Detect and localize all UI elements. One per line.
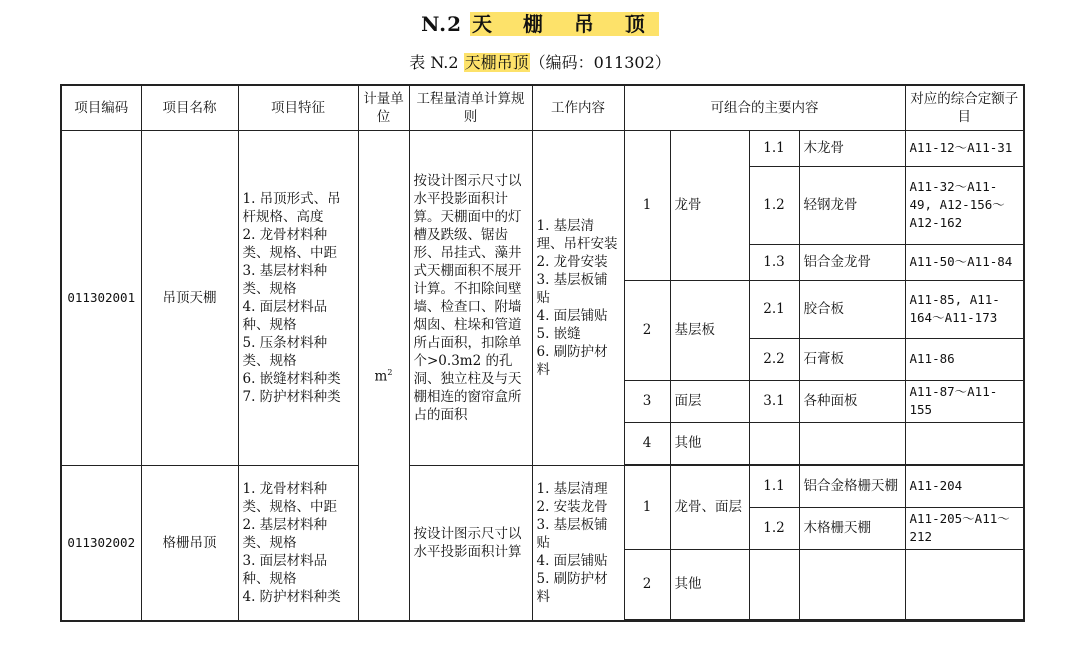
item-rule: 按设计图示尺寸以水平投影面积计算。天棚面中的灯槽及跌级、锯齿形、吊挂式、藻井式天棚面积不展开计算。不扣除间壁墙、检查口、附墙烟囱、柱垛和管道所占面积，扣除单个>0.3m2 的孔洞、独立柱及与天棚相连的窗帘盒所占的面积: [409, 130, 532, 465]
item-code: 011302001: [61, 130, 141, 465]
header-name: 项目名称: [141, 85, 238, 130]
spacer-cell: [624, 619, 1024, 621]
work-line: 5. 嵌缝: [536, 325, 581, 342]
work-line: 1. 基层清理、吊杆安装: [536, 217, 618, 252]
sub-no: 3.1: [749, 380, 799, 422]
work-line: 3. 基层板铺贴: [536, 516, 608, 551]
caption-prefix: 表 N.2: [409, 53, 464, 72]
ceiling-table: [60, 84, 1025, 622]
item-work: [532, 130, 624, 465]
feature-line: 1. 龙骨材料种类、规格、中距: [242, 480, 337, 515]
item-rule: 按设计图示尺寸以水平投影面积计算: [409, 465, 532, 621]
sub-no: 1.1: [749, 465, 799, 507]
group-no: 2: [624, 280, 670, 380]
sub-quota: A11-204: [905, 465, 1024, 507]
feature-line: 3. 基层材料种类、规格: [242, 262, 328, 297]
page-title: [0, 8, 1080, 37]
group-name: 其他: [670, 549, 749, 619]
unit-sup: 2: [387, 368, 393, 378]
sub-name: 轻钢龙骨: [799, 166, 905, 244]
work-line: 3. 基层板铺贴: [536, 271, 608, 306]
work-line: 2. 龙骨安装: [536, 253, 608, 270]
sub-name: 铝合金格栅天棚: [799, 465, 905, 507]
sub-name: 木龙骨: [799, 130, 905, 166]
empty-cell: [799, 422, 905, 464]
unit-cell: [358, 130, 409, 621]
item-code: 011302002: [61, 465, 141, 621]
group-name: 基层板: [670, 280, 749, 380]
group-name: 龙骨、面层: [670, 465, 749, 549]
table-row: [61, 465, 1024, 507]
work-line: 1. 基层清理: [536, 480, 608, 497]
sub-quota: A11-32～A11-49, A12-156～A12-162: [905, 166, 1024, 244]
sub-quota: A11-50～A11-84: [905, 244, 1024, 280]
caption-highlight: 天棚吊顶: [464, 53, 529, 72]
item-name: 吊顶天棚: [141, 130, 238, 465]
sub-no: 1.2: [749, 507, 799, 549]
sub-no: 1.2: [749, 166, 799, 244]
table-row: [61, 130, 1024, 166]
empty-cell: [799, 549, 905, 619]
header-quota: 对应的综合定额子目: [905, 85, 1024, 130]
group-no: 2: [624, 549, 670, 619]
header-combo: 可组合的主要内容: [624, 85, 905, 130]
sub-no: 1.1: [749, 130, 799, 166]
empty-cell: [905, 549, 1024, 619]
sub-name: 各种面板: [799, 380, 905, 422]
header-row: [61, 85, 1024, 130]
group-name: 面层: [670, 380, 749, 422]
header-unit: 计量单位: [358, 85, 409, 130]
sub-no: 2.1: [749, 280, 799, 338]
unit-base: m: [374, 368, 388, 385]
work-line: 5. 刷防护材料: [536, 570, 608, 605]
feature-line: 2. 基层材料种类、规格: [242, 516, 328, 551]
sub-quota: A11-12～A11-31: [905, 130, 1024, 166]
sub-no: 2.2: [749, 338, 799, 380]
feature-line: 2. 龙骨材料种类、规格、中距: [242, 226, 337, 261]
work-line: 4. 面层铺贴: [536, 307, 608, 324]
table-caption: [0, 50, 1080, 73]
work-line: 4. 面层铺贴: [536, 552, 608, 569]
group-no: 1: [624, 130, 670, 280]
sub-name: 胶合板: [799, 280, 905, 338]
group-no: 3: [624, 380, 670, 422]
group-name: 其他: [670, 422, 749, 464]
sub-name: 石膏板: [799, 338, 905, 380]
sub-quota: A11-87～A11-155: [905, 380, 1024, 422]
feature-line: 4. 面层材料品种、规格: [242, 298, 328, 333]
feature-line: 7. 防护材料种类: [242, 388, 341, 405]
empty-cell: [749, 422, 799, 464]
work-line: 6. 刷防护材料: [536, 343, 608, 378]
empty-cell: [905, 422, 1024, 464]
item-features: [238, 465, 358, 621]
feature-line: 4. 防护材料种类: [242, 588, 341, 605]
sub-name: 铝合金龙骨: [799, 244, 905, 280]
title-highlight: 天 棚 吊 顶: [471, 12, 657, 36]
title-prefix: N.2: [421, 12, 470, 36]
item-work: [532, 465, 624, 621]
header-rule: 工程量清单计算规则: [409, 85, 532, 130]
item-name: 格栅吊顶: [141, 465, 238, 621]
feature-line: 5. 压条材料种类、规格: [242, 334, 328, 369]
item-features: [238, 130, 358, 465]
group-name: 龙骨: [670, 130, 749, 280]
feature-line: 3. 面层材料品种、规格: [242, 552, 328, 587]
sub-quota: A11-205～A11～212: [905, 507, 1024, 549]
sub-quota: A11-85, A11-164～A11-173: [905, 280, 1024, 338]
sub-name: 木格栅天棚: [799, 507, 905, 549]
header-feature: 项目特征: [238, 85, 358, 130]
sub-quota: A11-86: [905, 338, 1024, 380]
header-work: 工作内容: [532, 85, 624, 130]
feature-line: 1. 吊顶形式、吊杆规格、高度: [242, 190, 341, 225]
empty-cell: [749, 549, 799, 619]
work-line: 2. 安装龙骨: [536, 498, 608, 515]
caption-suffix: （编码：011302）: [529, 53, 671, 72]
group-no: 4: [624, 422, 670, 464]
header-code: 项目编码: [61, 85, 141, 130]
sub-no: 1.3: [749, 244, 799, 280]
group-no: 1: [624, 465, 670, 549]
feature-line: 6. 嵌缝材料种类: [242, 370, 341, 387]
